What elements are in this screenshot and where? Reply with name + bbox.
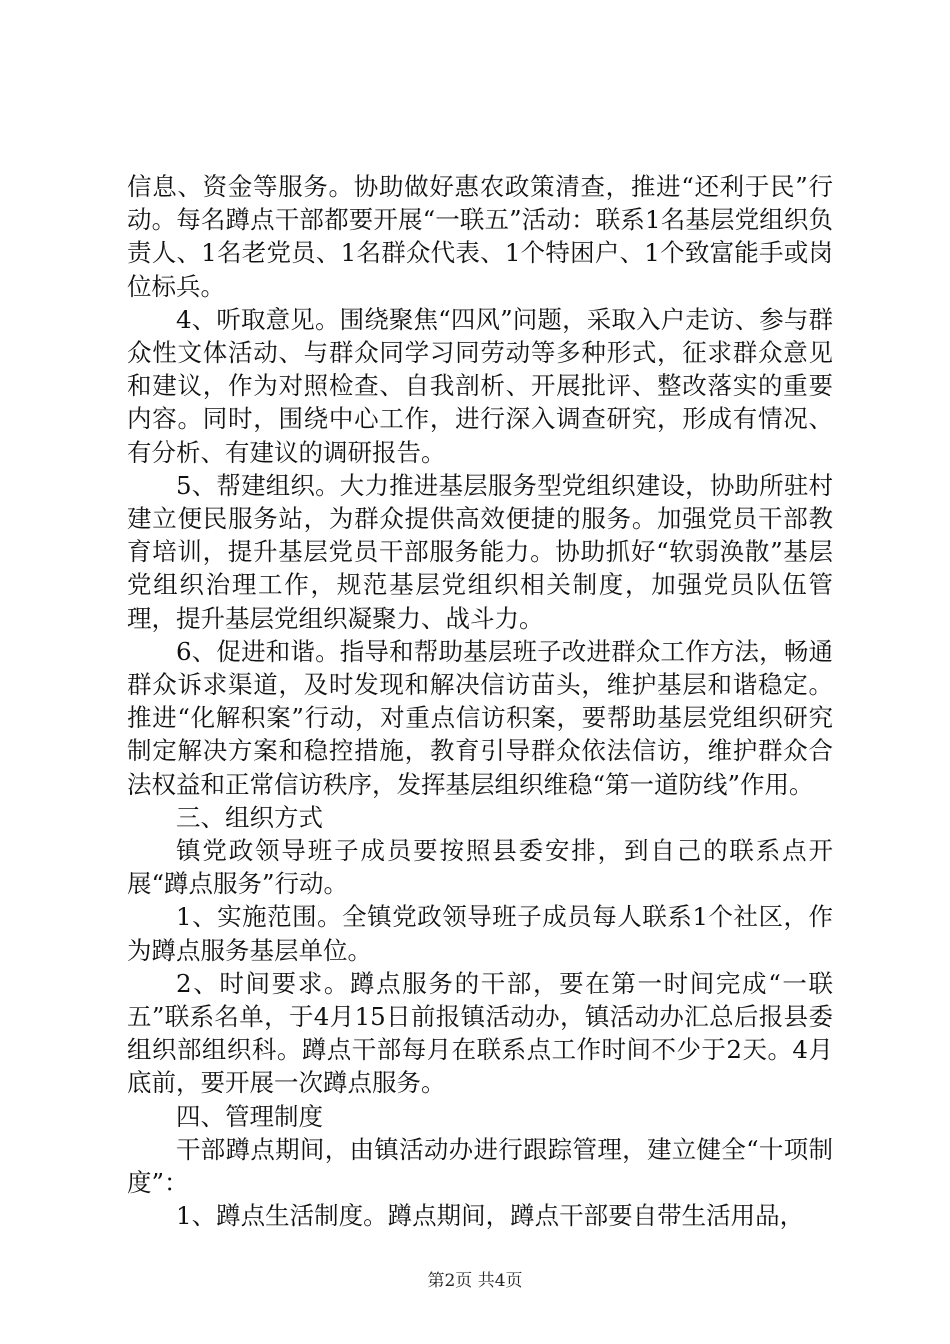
document-body — [127, 170, 833, 1233]
paragraph-organization-intro: 镇党政领导班子成员要按照县委安排，到自己的联系点开展“蹲点服务”行动。 — [127, 836, 833, 899]
page-number-footer: 第2页 共4页 — [427, 1271, 523, 1291]
section-heading-management: 四、管理制度 — [176, 1101, 323, 1131]
paragraph-management-intro: 干部蹲点期间，由镇活动办进行跟踪管理，建立健全“十项制度”： — [127, 1134, 833, 1198]
paragraph-build-organization: 5、帮建组织。大力推进基层服务型党组织建设，协助所驻村建立便民服务站，为群众提供高效便捷的服务。加强党员干部教育培训，提升基层党员干部服务能力。协助抓好“软弱涣散”基层党组织治理工作，规范基层党组织相关制度，加强党员队伍管理，提升基层党组织凝聚力、战斗力。 — [127, 470, 833, 633]
paragraph-continuation: 信息、资金等服务。协助做好惠农政策清查，推进“还利于民”行动。每名蹲点干部都要开展“一联五”活动：联系1名基层党组织负责人、1名老党员、1名群众代表、1个特困户、1个致富能手或岗位标兵。 — [127, 172, 833, 301]
section-heading-organization: 三、组织方式 — [176, 802, 323, 832]
paragraph-scope: 1、实施范围。全镇党政领导班子成员每人联系1个社区，作为蹲点服务基层单位。 — [127, 902, 833, 965]
paragraph-living-rules: 1、蹲点生活制度。蹲点期间，蹲点干部要自带生活用品， — [176, 1201, 805, 1231]
paragraph-promote-harmony: 6、促进和谐。指导和帮助基层班子改进群众工作方法，畅通群众诉求渠道，及时发现和解决信访苗头，维护基层和谐稳定。推进“化解积案”行动，对重点信访积案，要帮助基层党组织研究制定解决方案和稳控措施，教育引导群众依法信访，维护群众合法权益和正常信访秩序，发挥基层组织维稳“第一道防线”作用。 — [127, 636, 833, 799]
paragraph-time-requirement: 2、时间要求。蹲点服务的干部，要在第一时间完成“一联五”联系名单，于4月15日前报镇活动办，镇活动办汇总后报县委组织部组织科。蹲点干部每月在联系点工作时间不少于2天。4月底前，要开展一次蹲点服务。 — [127, 968, 833, 1098]
paragraph-listen-opinions: 4、听取意见。围绕聚焦“四风”问题，采取入户走访、参与群众性文体活动、与群众同学习同劳动等多种形式，征求群众意见和建议，作为对照检查、自我剖析、开展批评、整改落实的重要内容。同时，围绕中心工作，进行深入调查研究，形成有情况、有分析、有建议的调研报告。 — [127, 304, 833, 467]
